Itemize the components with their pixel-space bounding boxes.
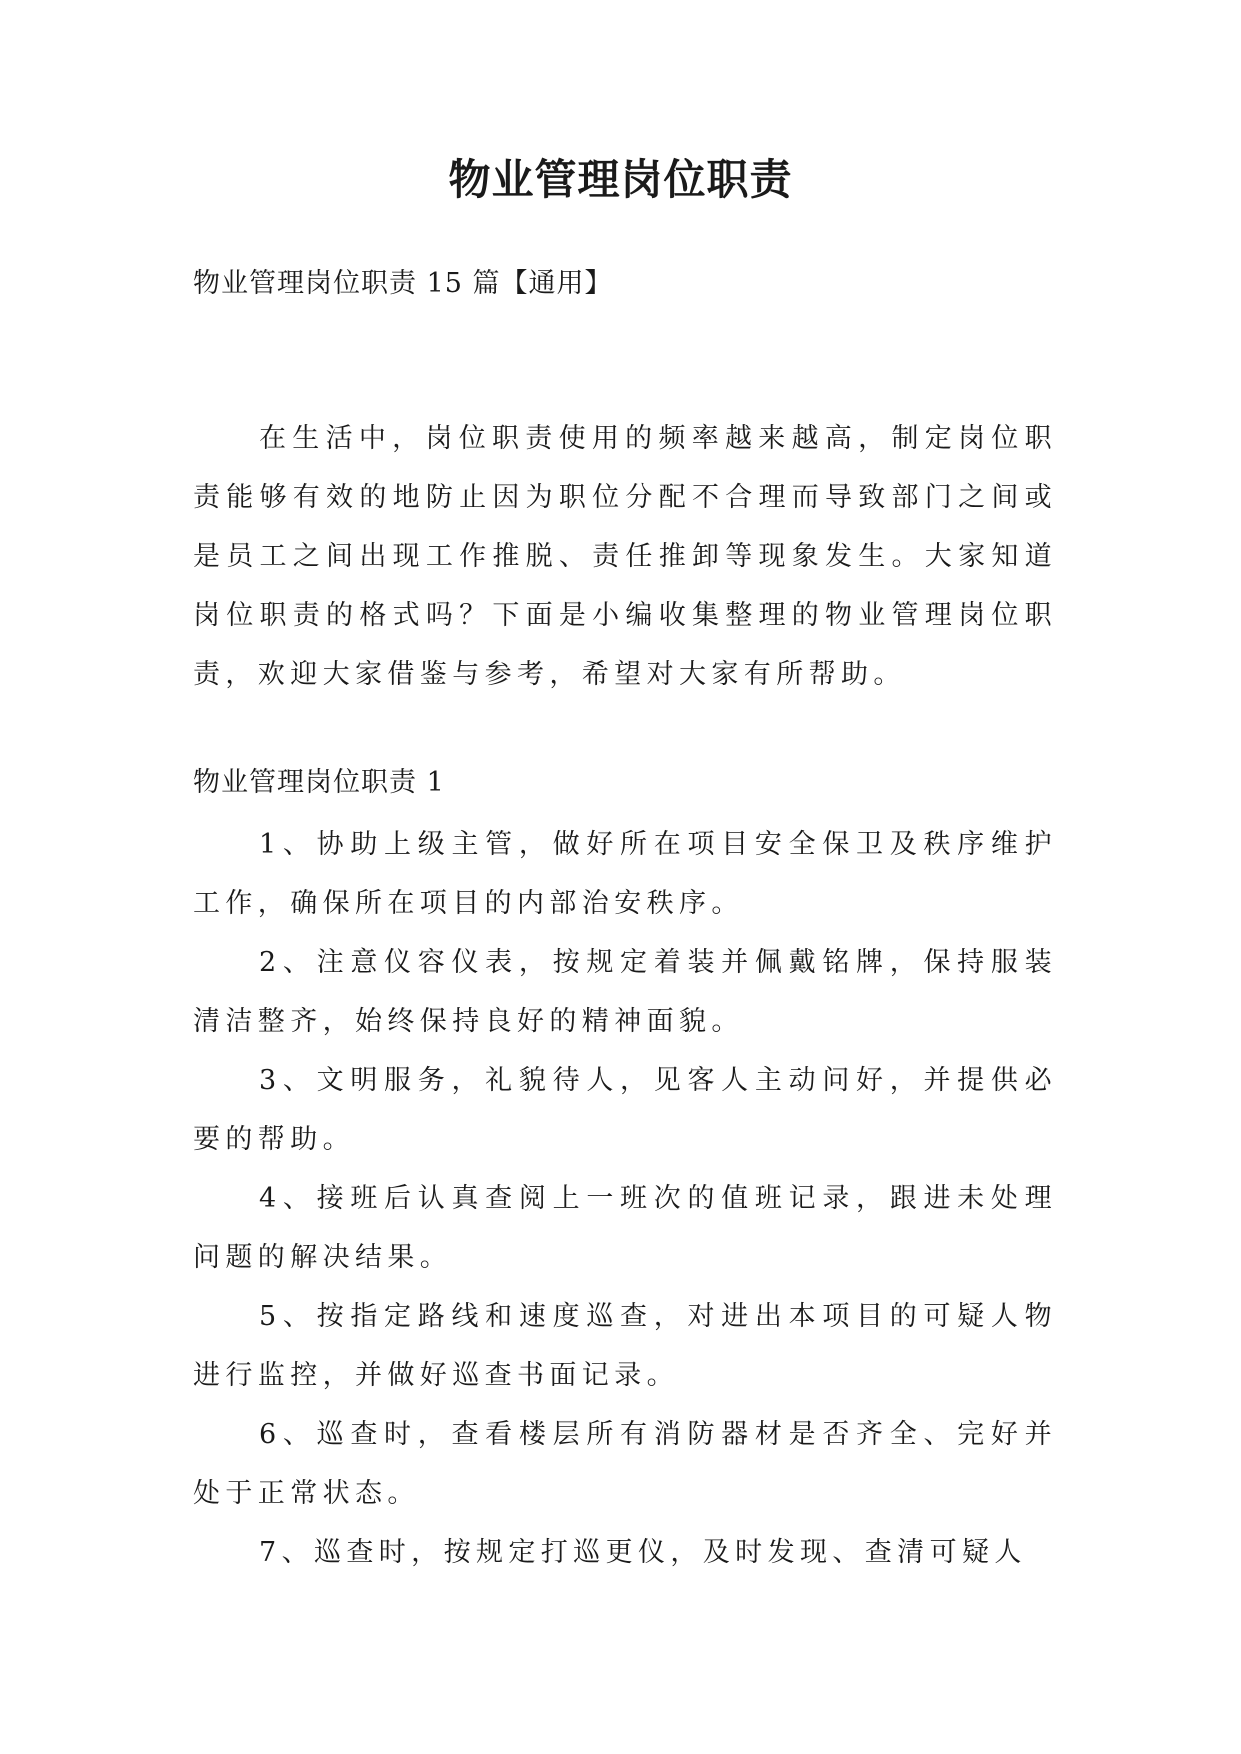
duty-item-6: 6、巡查时，查看楼层所有消防器材是否齐全、完好并处于正常状态。 [193, 1419, 1057, 1509]
duty-item-3: 3、文明服务，礼貌待人，见客人主动问好，并提供必要的帮助。 [193, 1065, 1057, 1155]
duty-list [193, 815, 1057, 1582]
duty-item-2: 2、注意仪容仪表，按规定着装并佩戴铭牌，保持服装清洁整齐，始终保持良好的精神面貌。 [193, 947, 1057, 1037]
duty-item-1: 1、协助上级主管，做好所在项目安全保卫及秩序维护工作，确保所在项目的内部治安秩序。 [193, 829, 1057, 919]
intro-paragraph: 在生活中，岗位职责使用的频率越来越高，制定岗位职责能够有效的地防止因为职位分配不合理而导致部门之间或是员工之间出现工作推脱、责任推卸等现象发生。大家知道岗位职责的格式吗？下面是小编收集整理的物业管理岗位职责，欢迎大家借鉴与参考，希望对大家有所帮助。 [193, 423, 1057, 690]
duty-item-4: 4、接班后认真查阅上一班次的值班记录，跟进未处理问题的解决结果。 [193, 1183, 1057, 1273]
section-heading: 物业管理岗位职责 1 [193, 767, 445, 798]
duty-item-7: 7、巡查时，按规定打巡更仪，及时发现、查清可疑人 [259, 1537, 1027, 1568]
duty-item-5: 5、按指定路线和速度巡查，对进出本项目的可疑人物进行监控，并做好巡查书面记录。 [193, 1301, 1057, 1391]
document-title: 物业管理岗位职责 [448, 155, 793, 204]
document-subtitle: 物业管理岗位职责 15 篇【通用】 [193, 268, 613, 299]
